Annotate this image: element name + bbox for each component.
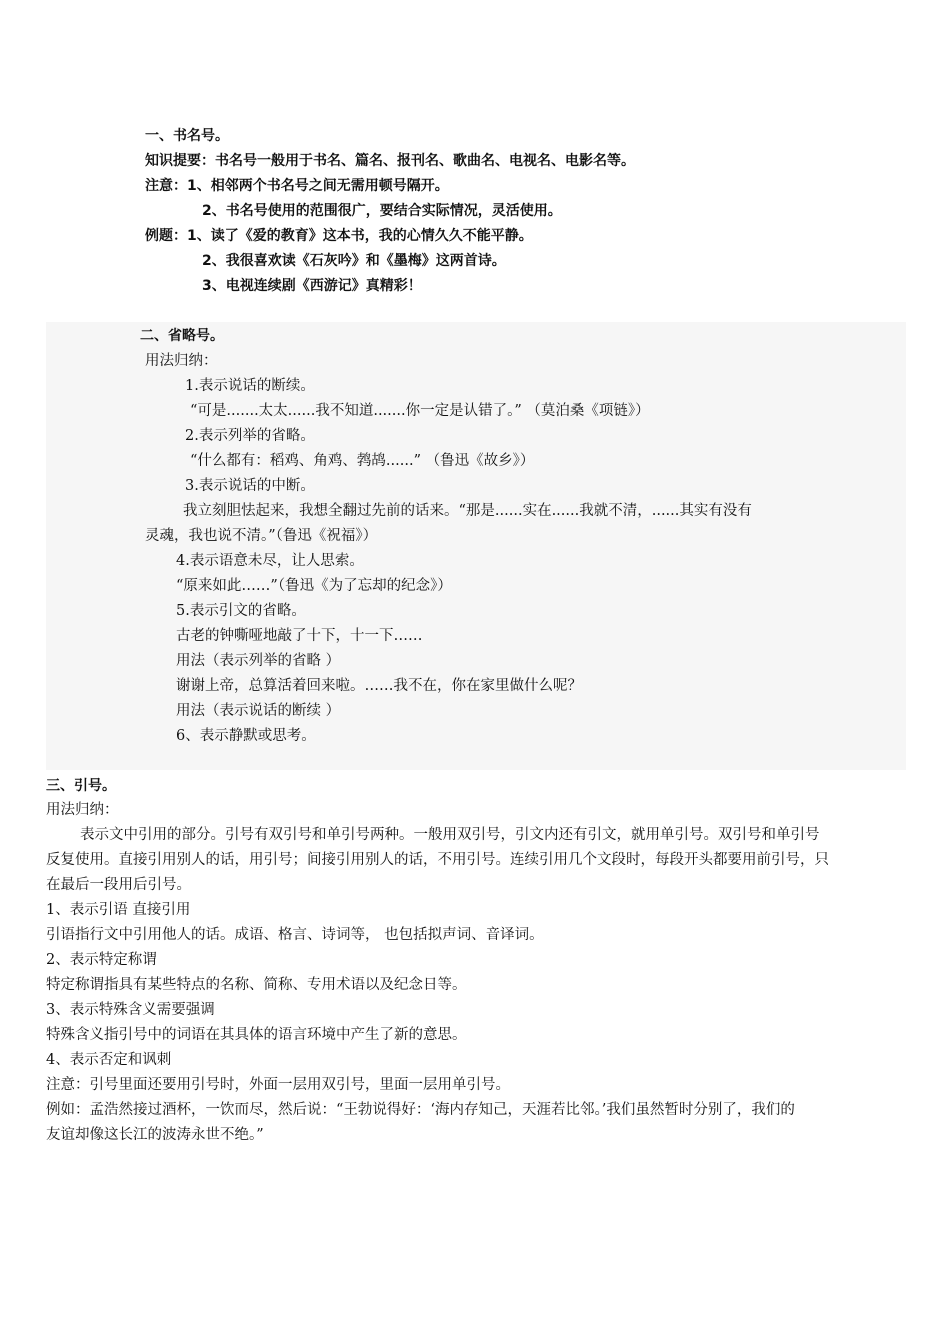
section2-usage-1-example: “可是.......太太......我不知道.......你一定是认错了。” （莫泊桑《项链》） [190, 403, 650, 419]
section2-usage-3-example-line-1: 我立刻胆怯起来，我想全翻过先前的话来。“那是......实在......我就不清，......其实有没有 [183, 503, 752, 519]
section3-usage-3: 3、表示特殊含义需要强调 [46, 1002, 215, 1018]
section2-usage-3: 3.表示说话的中断。 [185, 478, 315, 494]
section3-usage-1-desc: 引语指行文中引用他人的话。成语、格言、诗词等， 也包括拟声词、音译词。 [46, 927, 544, 943]
section2-shaded-block [46, 322, 906, 770]
section1-example-1: 例题：1、读了《爱的教育》这本书，我的心情久久不能平静。 [145, 228, 533, 244]
section3-usage-2: 2、表示特定称谓 [46, 952, 157, 968]
section2-usage-4: 4.表示语意未尽，让人思索。 [176, 553, 364, 569]
section3-example-line-2: 友谊却像这长江的波涛永世不绝。” [46, 1127, 264, 1143]
section2-usage-1: 1.表示说话的断续。 [185, 378, 315, 394]
section3-usage-2-desc: 特定称谓指具有某些特点的名称、简称、专用术语以及纪念日等。 [46, 977, 467, 993]
section3-intro: 用法归纳： [46, 802, 119, 818]
section1-example-2: 2、我很喜欢读《石灰吟》和《墨梅》这两首诗。 [202, 253, 506, 269]
section2-usage-3-example-line-2: 灵魂，我也说不清。”（鲁迅《祝福》） [145, 528, 378, 544]
section3-paragraph-line-2: 反复使用。直接引用别人的话，用引号；间接引用别人的话，不用引号。连续引用几个文段时，每段开头都要用前引号，只 [46, 852, 829, 868]
section2-title: 二、省略号。 [140, 328, 224, 344]
section3-paragraph-line-3: 在最后一段用后引号。 [46, 877, 191, 893]
section1-example-3: 3、电视连续剧《西游记》真精彩！ [202, 278, 422, 294]
section2-example-b-usage: 用法（表示说话的断续 ） [176, 703, 341, 719]
section2-example-b: 谢谢上帝，总算活着回来啦。……我不在，你在家里做什么呢？ [176, 678, 582, 694]
section3-usage-4: 4、表示否定和讽刺 [46, 1052, 172, 1068]
section3-paragraph-line-1: 表示文中引用的部分。引号有双引号和单引号两种。一般用双引号，引文内还有引文，就用单引号。双引号和单引号 [80, 827, 820, 843]
section3-example-line-1: 例如：孟浩然接过酒杯，一饮而尽，然后说：“王勃说得好：‘海内存知己，天涯若比邻。’我们虽然暂时分别了，我们的 [46, 1102, 795, 1118]
section3-title: 三、引号。 [46, 778, 116, 794]
section1-note-2: 2、书名号使用的范围很广，要结合实际情况，灵活使用。 [202, 203, 562, 219]
section1-knowledge: 知识提要：书名号一般用于书名、篇名、报刊名、歌曲名、电视名、电影名等。 [145, 153, 635, 169]
section1-title: 一、书名号。 [145, 128, 229, 144]
section3-usage-1: 1、表示引语 直接引用 [46, 902, 191, 918]
section2-usage-4-example: “原来如此……”（鲁迅《为了忘却的纪念》） [176, 578, 452, 594]
section2-intro: 用法归纳： [145, 353, 218, 369]
section2-usage-6: 6、表示静默或思考。 [176, 728, 316, 744]
section3-note: 注意：引号里面还要用引号时，外面一层用双引号，里面一层用单引号。 [46, 1077, 510, 1093]
section2-usage-5: 5.表示引文的省略。 [176, 603, 306, 619]
section2-usage-2-example: “什么都有：稻鸡、角鸡、鹁鸪......” （鲁迅《故乡》） [190, 453, 535, 469]
section2-example-a-usage: 用法（表示列举的省略 ） [176, 653, 341, 669]
section3-usage-3-desc: 特殊含义指引号中的词语在其具体的语言环境中产生了新的意思。 [46, 1027, 467, 1043]
section1-note-1: 注意：1、相邻两个书名号之间无需用顿号隔开。 [145, 178, 449, 194]
section2-example-a: 古老的钟嘶哑地敲了十下，十一下…… [176, 628, 423, 644]
section2-usage-2: 2.表示列举的省略。 [185, 428, 315, 444]
